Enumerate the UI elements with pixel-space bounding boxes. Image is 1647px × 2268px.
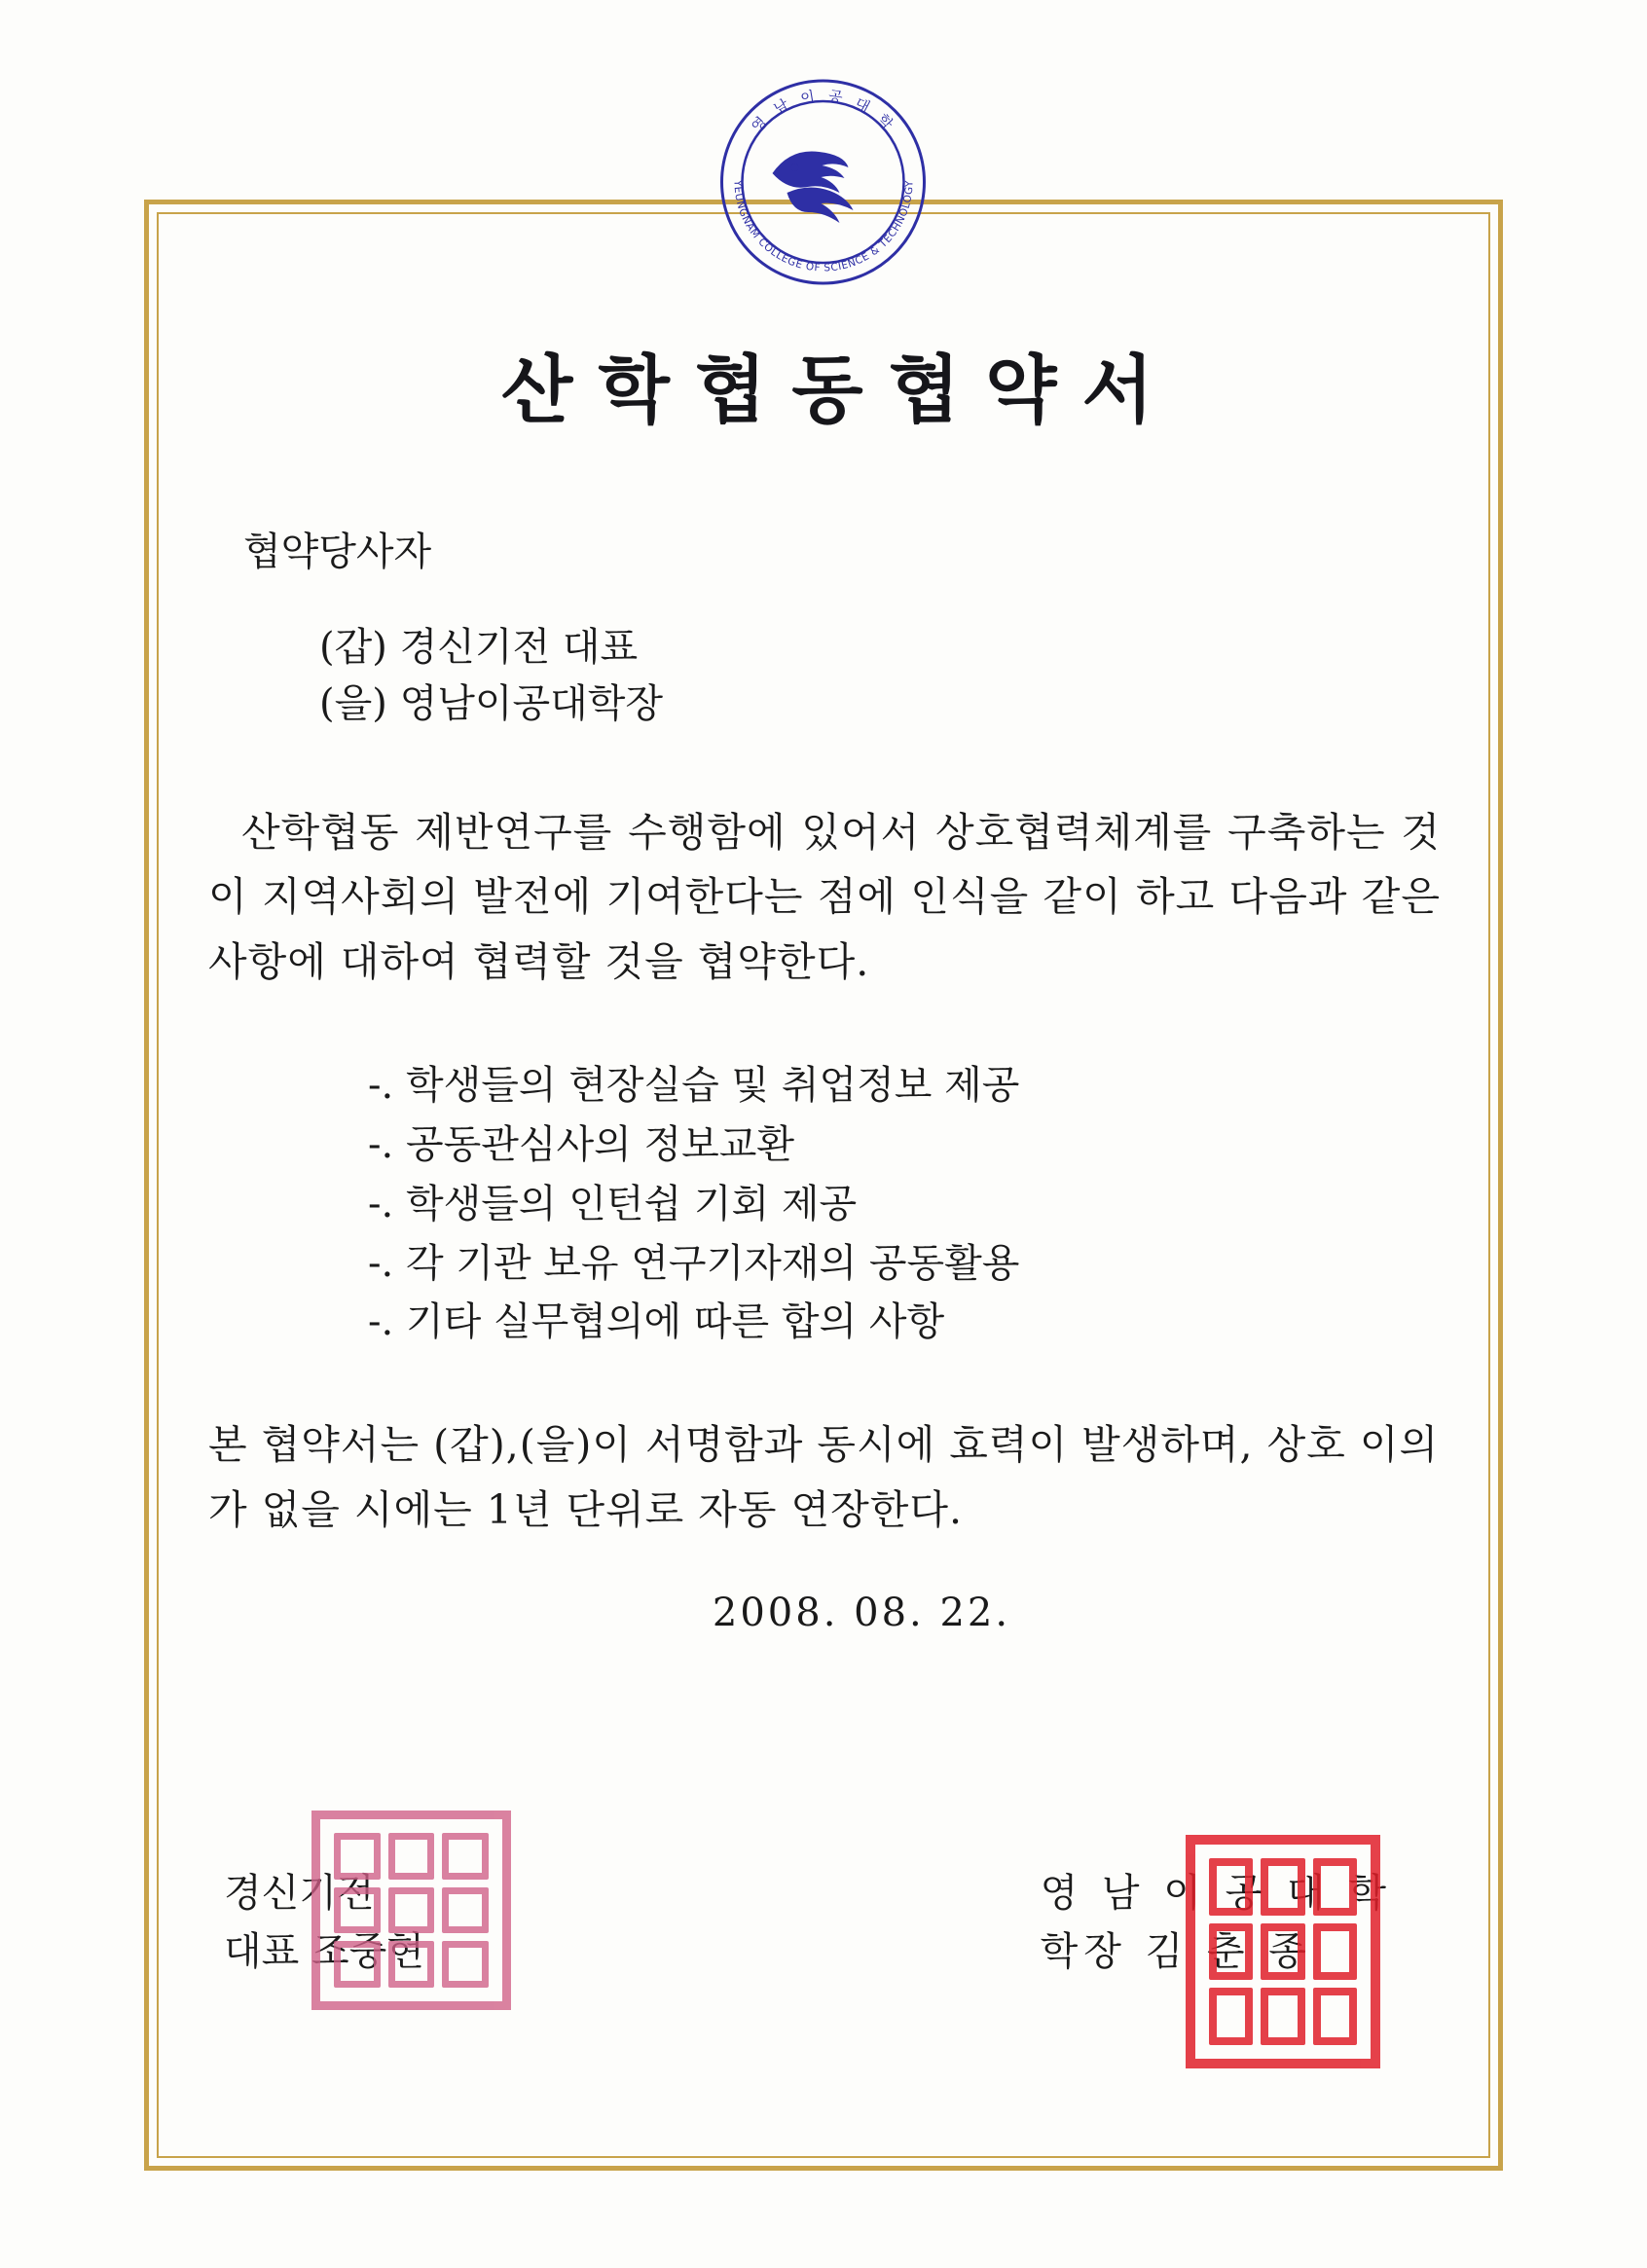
page-title: 산학협동협약서 [501,347,1179,433]
list-item: -. 학생들의 인턴쉽 기회 제공 [368,1181,858,1226]
stamp-seal-left [311,1811,511,2010]
party-line: (갑) 경신기전 대표 [319,625,639,670]
signatory-name: 학장 김 춘 종 [1040,1929,1312,1974]
list-item: -. 공동관심사의 정보교환 [368,1122,795,1168]
parties-label: 협약당사자 [243,530,432,574]
signing-date: 2008. 08. 22. [712,1591,1011,1636]
svg-text:YEUNGNAM COLLEGE OF SCIENCE &: YEUNGNAM COLLEGE OF SCIENCE & TECHNOLOGY [731,179,916,274]
closing-text: 본 협약서는 (갑),(을)이 서명함과 동시에 효력이 발생하며, 상호 이의가 없을 시에는 1년 단위로 자동 연장한다. [208,1421,1440,1533]
party-line: (을) 영남이공대학장 [319,681,664,726]
signatory-org: 경신기전 [224,1871,375,1916]
signatory-name: 대표 조중현 [224,1929,424,1974]
svg-text:영 남 이 공 대 학: 영 남 이 공 대 학 [748,87,899,136]
agreement-items-list [368,1056,1460,1352]
closing-paragraph [208,1412,1441,1542]
list-item: -. 각 기관 보유 연구기자재의 공동활용 [368,1240,1020,1286]
signatory-org: 영 남 이 공 대 학 [1040,1871,1392,1916]
list-item: -. 기타 실무협의에 따른 합의 사항 [368,1299,945,1345]
stamp-seal-right [1186,1835,1380,2068]
yeungnam-college-emblem [719,78,929,287]
parties-list [195,619,1460,732]
list-item: -. 학생들의 현장실습 및 취업정보 제공 [368,1063,1020,1109]
document-content [195,292,1460,1635]
preamble-paragraph [208,800,1441,994]
preamble-text: 산학협동 제반연구를 수행함에 있어서 상호협력체계를 구축하는 것이 지역사회의 발전에 기여한다는 점에 인식을 같이 하고 다음과 같은 사항에 대하여 협력할 것을 협약한다. [208,809,1441,985]
